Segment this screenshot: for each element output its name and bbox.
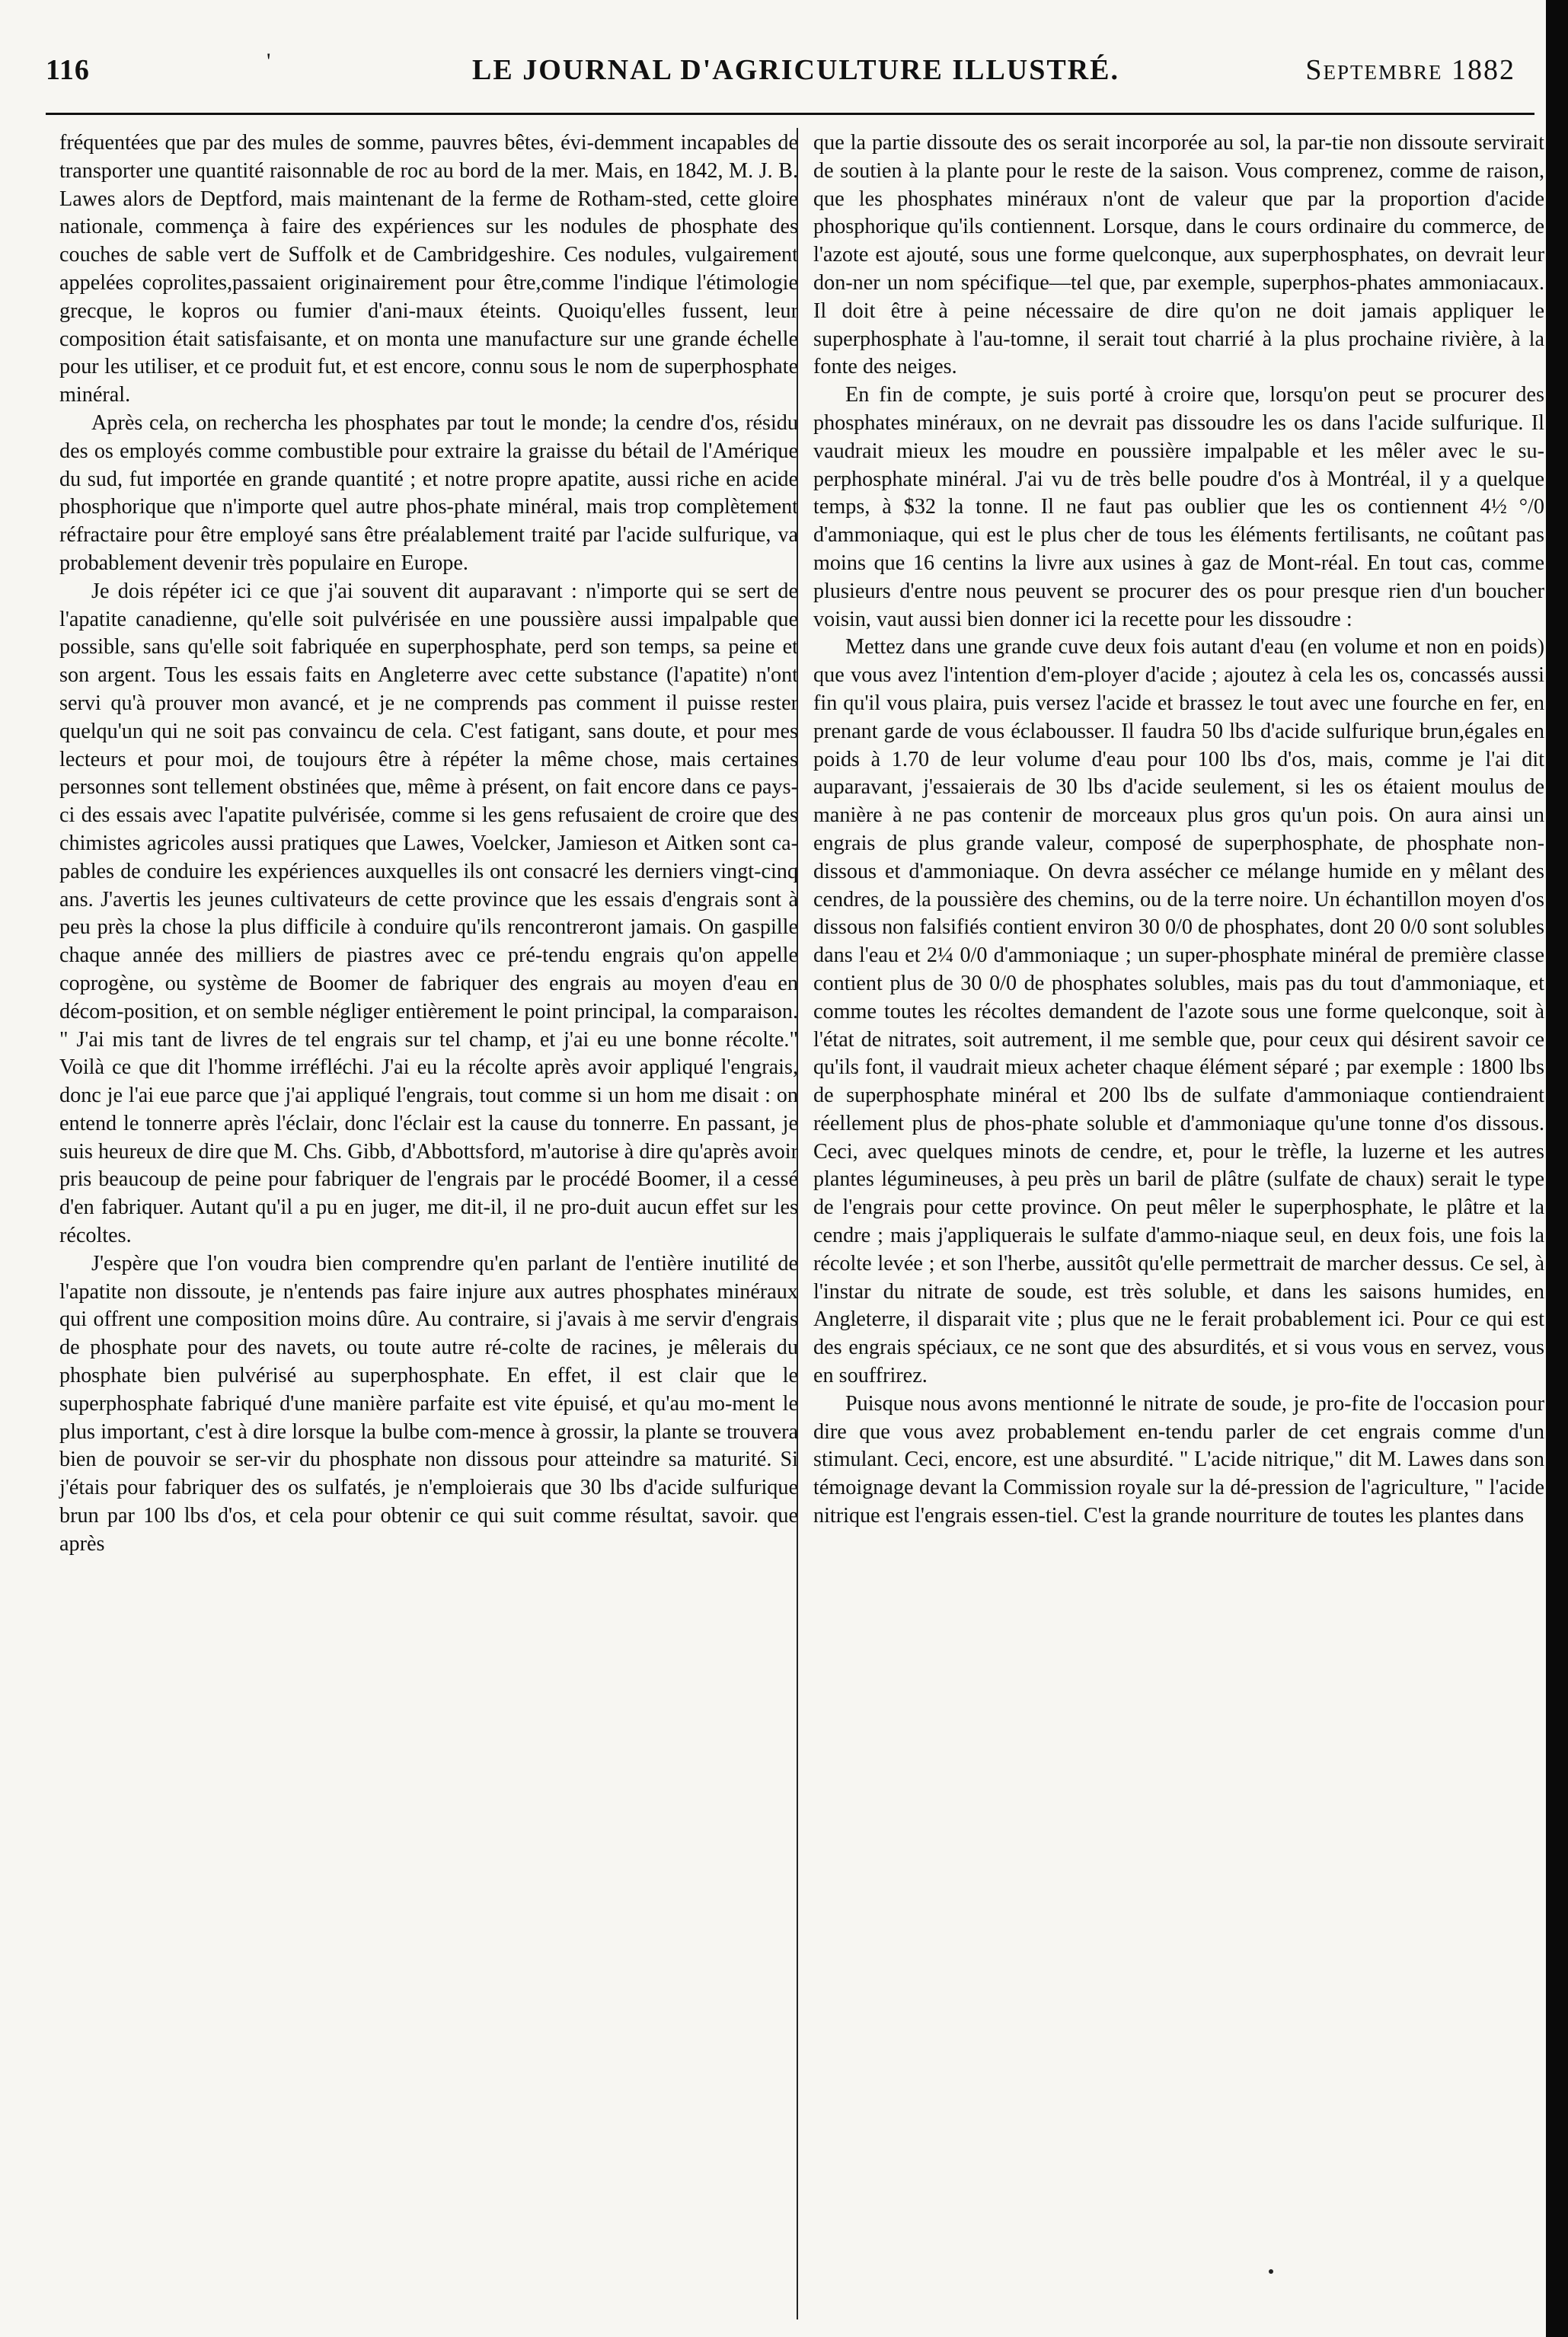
page-number: 116 <box>46 54 90 86</box>
journal-title: LE JOURNAL D'AGRICULTURE ILLUSTRÉ. <box>472 54 1120 86</box>
issue-date: Septembre 1882 <box>1305 54 1515 86</box>
page-header <box>46 49 1515 99</box>
right-paragraph-2: En fin de compte, je suis porté à croire que, lorsqu'on peut se procurer des phosphates minéraux, on ne devrait pas dissoudre les os dans l'acide sulfurique. Il vaudrait mieux les moudre en poussière impalpable et les mêler avec le su-perphosphate minéral. J'ai vu de très belle poudre d'os à Montréal, il y a quelque temps, à $32 la tonne. Il ne faut pas oublier que les os contiennent 4½ °/0 d'ammoniaque, qui est le plus cher de tous les éléments fertilisants, ne coûtant pas moins que 16 centins la livre aux usines à gaz de Mont-réal. En tout cas, comme plusieurs d'entre nous peuvent se procurer des os pour presque rien d'un boucher voisin, vaut aussi bien donner ici la recette pour les dissoudre : <box>813 383 1544 631</box>
left-paragraph-4: J'espère que l'on voudra bien comprendre qu'en parlant de l'entière inutilité de l'apatite non dissoute, je n'entends pas faire injure aux autres phosphates minéraux qui offrent une composition moins dûre. Au contraire, si j'avais à me servir d'engrais de phosphate pour des navets, ou toute autre ré-colte de racines, je mêlerais du phosphate bien pulvérisé au superphosphate. En effet, il est clair que le superphosphate fabriqué d'une manière parfaite est vite épuisé, et qu'au mo-ment le plus important, c'est à dire lorsque la bulbe com-mence à grossir, la plante se trouvera bien de pouvoir se ser-vir du phosphate non dissous pour atteindre sa maturité. Si j'étais pour fabriquer des os sulfatés, je n'emploierais que 30 lbs d'acide sulfurique brun par 100 lbs d'os, et cela pour obtenir ce qui suit comme résultat, savoir. que après <box>59 1251 798 1556</box>
page-edge-bar <box>1546 0 1568 2337</box>
header-tick-mark: ' <box>267 49 272 74</box>
right-column <box>813 129 1544 1531</box>
left-paragraph-1: fréquentées que par des mules de somme, pauvres bêtes, évi-demment incapables de transporter une quantité raisonnable de roc au bord de la mer. Mais, en 1842, M. J. B. Lawes alors de Deptford, mais maintenant de la ferme de Rotham-sted, cette gloire nationale, commença à faire des expériences sur les nodules de phosphate des couches de sable vert de Suffolk et de Cambridgeshire. Ces nodules, vulgairement appelées coprolites,passaient originairement pour être,comme l'indique l'étimologie grecque, le kopros ou fumier d'ani-maux éteints. Quoiqu'elles fussent, leur composition était satisfaisante, et on monta une manufacture sur une grande échelle pour les utiliser, et ce produit fut, et est encore, connu sous le nom de superphosphate minéral. <box>59 131 798 407</box>
left-column <box>59 129 798 1559</box>
right-paragraph-3: Mettez dans une grande cuve deux fois autant d'eau (en volume et non en poids) que vous avez l'intention d'em-ployer d'acide ; ajoutez à cela les os, concassés aussi fin qu'il vous plaira, puis versez l'acide et brassez le tout avec une fourche en fer, en prenant garde de vous éclabousser. Il faudra 50 lbs d'acide sulfurique brun,égales en poids à 1.70 de leur volume d'eau pour 100 lbs d'os, mais, comme je l'ai dit auparavant, j'essaierais de 30 lbs d'acide seulement, si les os étaient moulus de manière à ne pas contenir de morceaux plus gros qu'un pois. On aura ainsi un engrais de plus grande valeur, composé de superphosphate, de phosphate non-dissous et d'ammoniaque. On devra assécher ce mélange humide en y mêlant des cendres, de la poussière des chemins, ou de la terre noire. Un échantillon moyen d'os dissous non falsifiés contient environ 30 0/0 de phosphates, dont 20 0/0 sont solubles dans l'eau et 2¼ 0/0 d'ammoniaque ; un super-phosphate minéral de première classe contient plus de 30 0/0 de phosphates solubles, mais pas du tout d'ammoniaque, et comme toutes les récoltes demandent de l'azote sous une forme quelconque, soit à l'état de nitrates, soit autrement, il me semble que, pour ceux qui désirent savoir ce qu'ils font, il vaudrait mieux acheter chaque élément séparé ; par exemple : 1800 lbs de superphosphate minéral et 200 lbs de sulfate d'ammoniaque contiendraient réellement plus de phos-phate soluble et d'ammoniaque qu'une tonne d'os dissous. Ceci, avec quelques minots de cendre, et, pour le trèfle, la luzerne et les autres plantes légumineuses, à peu près un baril de plâtre (sulfate de chaux) serait le type de l'engrais pour cette province. On peut mêler le superphosphate, le plâtre et la cendre ; mais j'appliquerais le sulfate d'ammo-niaque seul, en deux fois, une fois la récolte levée ; et son l'herbe, aussitôt qu'elle permettrait de marcher dessus. Ce sel, à l'instar du nitrate de soude, est très soluble, et dans les saisons humides, en Angleterre, il disparait vite ; plus que ne le ferait probablement ici. Pour ce qui est des engrais spéciaux, ce ne sont que des absurdités, et si vous vous en servez, vous en souffrirez. <box>813 635 1544 1388</box>
header-rule <box>46 113 1534 115</box>
right-paragraph-1: que la partie dissoute des os serait incorporée au sol, la par-tie non dissoute servirait de soutien à la plante pour le reste de la saison. Vous comprenez, comme de raison, que les phosphates minéraux n'ont de valeur que par la proportion d'acide phosphorique qu'ils contiennent. Lorsque, dans le cours ordinaire du commerce, de l'azote est ajouté, sous une forme quelconque, aux superphosphates, on devrait leur don-ner un nom spécifique—tel que, par exemple, superphos-phates ammoniacaux. Il doit être à peine nécessaire de dire qu'on ne doit jamais appliquer le superphosphate à l'au-tomne, il serait tout charrié à la plus prochaine rivière, à la fonte des neiges. <box>813 131 1544 379</box>
print-dot-mark <box>1269 2269 1273 2274</box>
right-paragraph-4: Puisque nous avons mentionné le nitrate de soude, je pro-fite de l'occasion pour dire que vous avez probablement en-tendu parler de cet engrais comme d'un stimulant. Ceci, encore, est une absurdité. " L'acide nitrique," dit M. Lawes dans son témoignage devant la Commission royale sur la dé-pression de l'agriculture, " l'acide nitrique est l'engrais essen-tiel. C'est la grande nourriture de toutes les plantes dans <box>813 1391 1544 1528</box>
left-paragraph-3: Je dois répéter ici ce que j'ai souvent dit auparavant : n'importe qui se sert de l'apatite canadienne, qu'elle soit pulvérisée en une poussière aussi impalpable que possible, sans qu'elle soit fabriquée en superphosphate, perd son temps, sa peine et son argent. Tous les essais faits en Angleterre avec cette substance (l'apatite) n'ont servi qu'à prouver mon avancé, et je ne comprends pas comment il puisse rester quelqu'un qui ne soit pas convaincu de cela. C'est fatigant, sans doute, et pour mes lecteurs et pour moi, de toujours être à répéter la même chose, mais certaines personnes sont tellement obstinées que, même à présent, on fait encore dans ce pays-ci des essais avec l'apatite pulvérisée, comme si les gens refusaient de croire que des chimistes agricoles aussi pratiques que Lawes, Voelcker, Jamieson et Aitken sont ca-pables de conduire les expériences auxquelles ils ont consacré les derniers vingt-cinq ans. J'avertis les jeunes cultivateurs de cette province que les essais d'engrais sont à peu près la chose la plus difficile à conduire qu'ils rencontreront jamais. On gaspille chaque année des milliers de piastres avec ce pré-tendu engrais qu'on appelle coprogène, ou système de Boomer de fabriquer des engrais au moyen d'eau en décom-position, et on semble négliger entièrement le point principal, la comparaison. " J'ai mis tant de livres de tel engrais sur tel champ, et j'ai eu une bonne récolte." Voilà ce que dit l'homme irréfléchi. J'ai eu la récolte après avoir appliqué l'engrais, donc je l'ai eue parce que j'ai appliqué l'engrais, tout comme si un hom me disait : on entend le tonnerre après l'éclair, donc l'éclair est la cause du tonnerre. En passant, je suis heureux de dire que M. Chs. Gibb, d'Abbottsford, m'autorise à dire qu'après avoir pris beaucoup de peine pour fabriquer de l'engrais par le procédé Boomer, il a cessé d'en fabriquer. Autant qu'il a pu en juger, me dit-il, il ne pro-duit aucun effet sur les récoltes. <box>59 579 798 1248</box>
left-paragraph-2: Après cela, on rechercha les phosphates par tout le monde; la cendre d'os, résidu des os employés comme combustible pour extraire la graisse du bétail de l'Amérique du sud, fut importée en grande quantité ; et notre propre apatite, aussi riche en acide phosphorique que n'importe quel autre phos-phate minéral, mais trop complètement réfractaire pour être employé sans être préalablement traité par l'acide sulfurique, va probablement devenir très populaire en Europe. <box>59 410 798 575</box>
